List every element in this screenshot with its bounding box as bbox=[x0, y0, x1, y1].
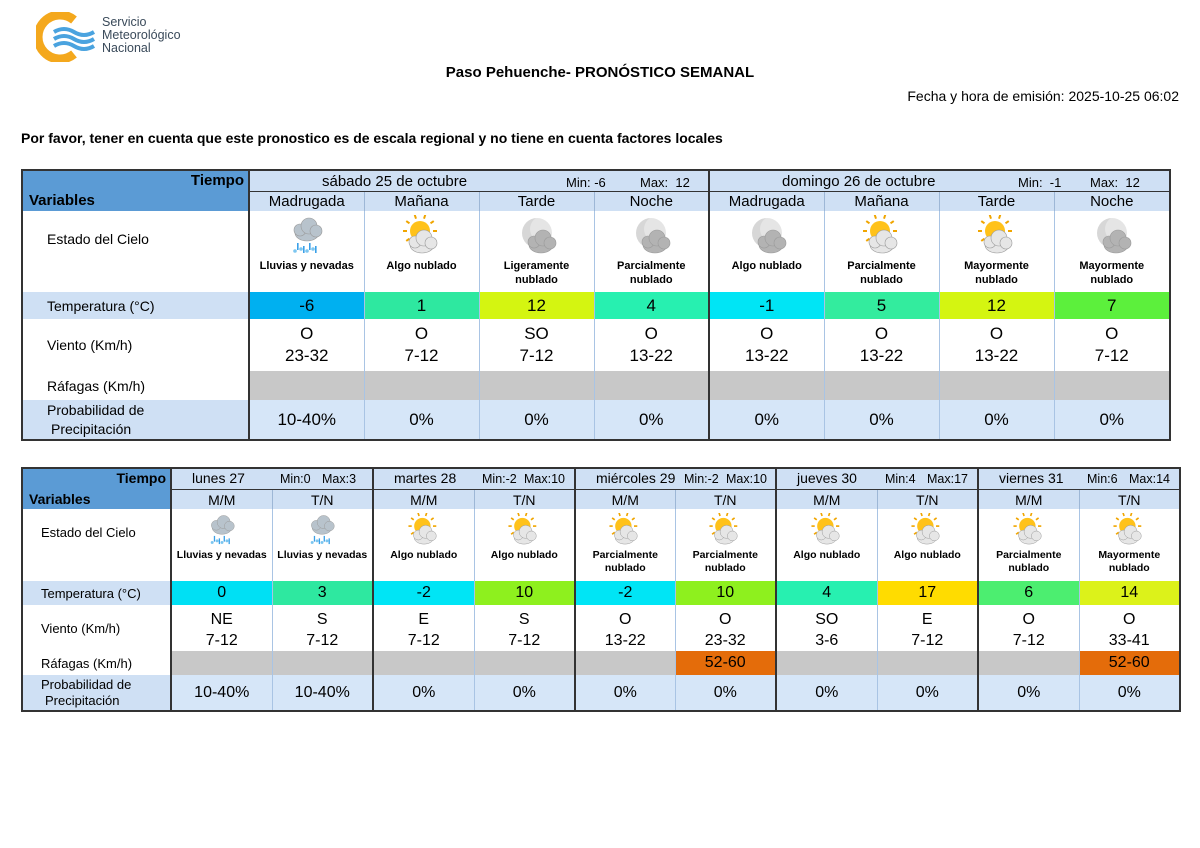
wind-direction: SO bbox=[815, 611, 839, 628]
wind-speed: 7-12 bbox=[407, 632, 440, 649]
sky-cell bbox=[272, 509, 373, 581]
precip-prob-cell: 0% bbox=[709, 400, 824, 440]
sun-cloud-icon bbox=[676, 513, 776, 549]
temperature-cell: 17 bbox=[877, 581, 978, 605]
rain-snow-icon bbox=[172, 513, 272, 549]
sky-cell bbox=[939, 211, 1054, 292]
sky-condition: Algo nublado bbox=[893, 549, 961, 561]
sun-cloud-icon bbox=[475, 513, 575, 549]
sun-cloud-icon bbox=[576, 513, 675, 549]
sky-condition: Algo nublado bbox=[731, 260, 802, 272]
moon-cloud-icon bbox=[1055, 215, 1170, 259]
temperature-cell: -2 bbox=[575, 581, 675, 605]
sky-cell bbox=[575, 509, 675, 581]
day-max: Max:10 bbox=[524, 472, 565, 486]
wind-speed: 7-12 bbox=[205, 632, 238, 649]
sky-condition: Lluvias y nevadas bbox=[259, 260, 354, 272]
wind-speed: 7-12 bbox=[911, 632, 944, 649]
tiempo-label: Tiempo bbox=[190, 172, 244, 189]
precip-prob-cell: 0% bbox=[824, 400, 939, 440]
wind-direction: E bbox=[418, 611, 430, 628]
moon-cloud-icon bbox=[480, 215, 594, 259]
sun-cloud-icon bbox=[365, 215, 479, 259]
period-header: Madrugada bbox=[249, 192, 364, 212]
day-header bbox=[575, 468, 776, 490]
sky-cell bbox=[474, 509, 575, 581]
period-header: Tarde bbox=[939, 192, 1054, 212]
sky-condition: Parcialmente nublado bbox=[617, 260, 686, 286]
day-min: Min:-2 bbox=[684, 472, 719, 486]
wind-cell bbox=[171, 605, 272, 651]
wind-speed: 23-32 bbox=[285, 346, 329, 365]
gust-cell: 52-60 bbox=[1079, 651, 1180, 675]
precip-prob-cell: 10-40% bbox=[272, 675, 373, 711]
wind-speed: 13-22 bbox=[629, 346, 673, 365]
day-name: martes 28 bbox=[394, 470, 457, 486]
table-corner bbox=[22, 170, 249, 211]
day-name: lunes 27 bbox=[192, 470, 245, 486]
wind-direction: O bbox=[719, 611, 732, 628]
table-corner bbox=[22, 468, 171, 509]
wind-cell bbox=[877, 605, 978, 651]
precip-prob-cell: 0% bbox=[939, 400, 1054, 440]
gust-cell bbox=[877, 651, 978, 675]
sun-cloud-icon bbox=[374, 513, 474, 549]
sky-condition: Mayormente nublado bbox=[1079, 260, 1145, 286]
precip-prob-cell: 0% bbox=[479, 400, 594, 440]
precip-prob-cell: 0% bbox=[877, 675, 978, 711]
wind-cell bbox=[364, 319, 479, 371]
wind-speed: 13-22 bbox=[974, 346, 1019, 365]
wind-speed: 13-22 bbox=[859, 346, 904, 365]
sky-condition: Mayormente nublado bbox=[964, 260, 1029, 286]
wind-direction: O bbox=[1105, 324, 1119, 343]
wind-direction: SO bbox=[524, 324, 549, 343]
wind-cell bbox=[1054, 319, 1170, 371]
wind-direction: O bbox=[619, 611, 632, 628]
precip-prob-cell: 10-40% bbox=[171, 675, 272, 711]
gust-cell bbox=[939, 371, 1054, 400]
wind-cell bbox=[272, 605, 373, 651]
sky-cell bbox=[877, 509, 978, 581]
variables-label: Variables bbox=[29, 192, 95, 209]
gust-cell bbox=[776, 651, 877, 675]
period-header: Mañana bbox=[824, 192, 939, 212]
sky-cell bbox=[1079, 509, 1180, 581]
wind-direction: O bbox=[644, 324, 658, 343]
sun-cloud-icon bbox=[777, 513, 877, 549]
sky-condition: Lluvias y nevadas bbox=[277, 549, 368, 561]
wind-cell bbox=[709, 319, 824, 371]
wind-cell bbox=[594, 319, 709, 371]
logo-text: Servicio Meteorológico Nacional bbox=[102, 15, 181, 55]
temperature-cell: 3 bbox=[272, 581, 373, 605]
gust-cell bbox=[249, 371, 364, 400]
period-header: Tarde bbox=[479, 192, 594, 212]
wind-speed: 7-12 bbox=[404, 346, 439, 365]
wind-direction: E bbox=[921, 611, 933, 628]
sky-cell bbox=[675, 509, 776, 581]
gust-cell bbox=[364, 371, 479, 400]
sky-condition: Parcialmente nublado bbox=[592, 549, 658, 574]
precip-prob-cell: 10-40% bbox=[249, 400, 364, 440]
period-header: Mañana bbox=[364, 192, 479, 212]
wind-speed: 13-22 bbox=[604, 632, 646, 649]
row-label-wind: Viento (Km/h) bbox=[47, 337, 133, 353]
wind-direction: S bbox=[316, 611, 328, 628]
wind-cell bbox=[939, 319, 1054, 371]
precip-prob-cell: 0% bbox=[474, 675, 575, 711]
wind-direction: O bbox=[1022, 611, 1035, 628]
wind-speed: 7-12 bbox=[306, 632, 339, 649]
wind-cell bbox=[575, 605, 675, 651]
row-label-gust: Ráfagas (Km/h) bbox=[41, 655, 133, 671]
wind-speed: 7-12 bbox=[519, 346, 554, 365]
temperature-cell: -1 bbox=[709, 292, 824, 319]
temperature-cell: 12 bbox=[479, 292, 594, 319]
row-label-prob: Probabilidad de Precipitación bbox=[22, 675, 171, 711]
gust-cell bbox=[978, 651, 1079, 675]
day-header bbox=[776, 468, 978, 490]
moon-cloud-icon bbox=[710, 215, 824, 259]
wind-direction: O bbox=[1123, 611, 1136, 628]
issue-datetime: Fecha y hora de emisión: 2025-10-25 06:02 bbox=[907, 88, 1179, 104]
day-name: domingo 26 de octubre bbox=[782, 173, 936, 190]
period-header: M/M bbox=[171, 490, 272, 510]
gust-cell bbox=[272, 651, 373, 675]
temperature-cell: 4 bbox=[594, 292, 709, 319]
precip-prob-cell: 0% bbox=[1054, 400, 1170, 440]
sky-cell bbox=[373, 509, 474, 581]
period-header: Noche bbox=[1054, 192, 1170, 212]
sky-cell bbox=[776, 509, 877, 581]
sky-condition: Algo nublado bbox=[793, 549, 861, 561]
day-max: Max:10 bbox=[726, 472, 767, 486]
day-max: Max:3 bbox=[322, 472, 357, 486]
wind-speed: 3-6 bbox=[815, 632, 839, 649]
period-header: Madrugada bbox=[709, 192, 824, 212]
day-max: Max:14 bbox=[1129, 472, 1170, 486]
wind-direction: S bbox=[518, 611, 530, 628]
day-max: Max:17 bbox=[927, 472, 968, 486]
row-label-wind: Viento (Km/h) bbox=[41, 620, 121, 636]
period-header: T/N bbox=[474, 490, 575, 510]
day-name: viernes 31 bbox=[999, 470, 1064, 486]
temperature-cell: 0 bbox=[171, 581, 272, 605]
sky-cell bbox=[249, 211, 364, 292]
precip-prob-cell: 0% bbox=[575, 675, 675, 711]
wind-cell bbox=[1079, 605, 1180, 651]
wind-cell bbox=[675, 605, 776, 651]
precip-prob-cell: 0% bbox=[978, 675, 1079, 711]
day-min: Min:-2 bbox=[482, 472, 517, 486]
sun-cloud-icon bbox=[979, 513, 1079, 549]
precip-prob-cell: 0% bbox=[1079, 675, 1180, 711]
gust-cell: 52-60 bbox=[675, 651, 776, 675]
precip-prob-cell: 0% bbox=[364, 400, 479, 440]
precip-prob-cell: 0% bbox=[776, 675, 877, 711]
period-header: M/M bbox=[978, 490, 1079, 510]
wind-direction: O bbox=[414, 324, 429, 343]
gust-cell bbox=[709, 371, 824, 400]
day-name: sábado 25 de octubre bbox=[322, 173, 468, 190]
day-header bbox=[373, 468, 575, 490]
page-title: Paso Pehuenche- PRONÓSTICO SEMANAL bbox=[445, 64, 755, 81]
sky-cell bbox=[594, 211, 709, 292]
period-header: T/N bbox=[1079, 490, 1180, 510]
temperature-cell: 10 bbox=[474, 581, 575, 605]
period-header: M/M bbox=[373, 490, 474, 510]
row-label-sky: Estado del Cielo bbox=[41, 525, 136, 540]
near-forecast-table bbox=[21, 169, 1171, 441]
rain-snow-icon bbox=[273, 513, 373, 549]
wind-speed: 7-12 bbox=[508, 632, 541, 649]
precip-prob-cell: 0% bbox=[675, 675, 776, 711]
sun-cloud-icon bbox=[825, 215, 939, 259]
day-min: Min:4 bbox=[885, 472, 916, 486]
regional-notice: Por favor, tener en cuenta que este pronostico es de escala regional y no tiene en cuenta factores locales bbox=[21, 130, 723, 146]
temperature-cell: 7 bbox=[1054, 292, 1170, 319]
sky-cell bbox=[479, 211, 594, 292]
sky-condition: Mayormente nublado bbox=[1098, 549, 1161, 574]
sky-condition: Parcialmente nublado bbox=[996, 549, 1062, 574]
sky-condition: Algo nublado bbox=[490, 549, 558, 561]
far-forecast-table bbox=[21, 467, 1181, 712]
wind-cell bbox=[479, 319, 594, 371]
sky-condition: Parcialmente nublado bbox=[847, 260, 916, 286]
sky-condition: Algo nublado bbox=[386, 260, 457, 272]
sky-cell bbox=[709, 211, 824, 292]
wind-cell bbox=[474, 605, 575, 651]
row-label-temp: Temperatura (°C) bbox=[22, 292, 249, 319]
wind-cell bbox=[776, 605, 877, 651]
row-label-temp: Temperatura (°C) bbox=[22, 581, 171, 605]
day-max: Max: 12 bbox=[1090, 175, 1140, 190]
wind-cell bbox=[824, 319, 939, 371]
temperature-cell: 1 bbox=[364, 292, 479, 319]
sky-cell bbox=[364, 211, 479, 292]
wind-direction: O bbox=[874, 324, 889, 343]
day-header bbox=[978, 468, 1180, 490]
gust-cell bbox=[474, 651, 575, 675]
wind-cell bbox=[978, 605, 1079, 651]
wind-speed: 33-41 bbox=[1108, 632, 1150, 649]
day-header bbox=[171, 468, 373, 490]
wind-speed: 13-22 bbox=[745, 346, 789, 365]
gust-cell bbox=[373, 651, 474, 675]
day-min: Min:6 bbox=[1087, 472, 1118, 486]
temperature-cell: 5 bbox=[824, 292, 939, 319]
day-min: Min: -1 bbox=[1018, 175, 1062, 190]
period-header: T/N bbox=[675, 490, 776, 510]
sky-cell bbox=[171, 509, 272, 581]
wind-cell bbox=[249, 319, 364, 371]
day-name: miércoles 29 bbox=[596, 470, 676, 486]
temperature-cell: 6 bbox=[978, 581, 1079, 605]
wind-speed: 7-12 bbox=[1012, 632, 1045, 649]
tiempo-label: Tiempo bbox=[116, 470, 166, 486]
sky-condition: Lluvias y nevadas bbox=[176, 549, 267, 561]
sky-condition: Ligeramente nublado bbox=[503, 260, 570, 286]
gust-cell bbox=[824, 371, 939, 400]
row-label-prob: Probabilidad de Precipitación bbox=[22, 400, 249, 440]
gust-cell bbox=[479, 371, 594, 400]
temperature-cell: -2 bbox=[373, 581, 474, 605]
wind-direction: NE bbox=[210, 611, 233, 628]
gust-cell bbox=[575, 651, 675, 675]
gust-cell bbox=[171, 651, 272, 675]
sun-cloud-icon bbox=[940, 215, 1054, 259]
sun-cloud-icon bbox=[878, 513, 978, 549]
row-label-gust: Ráfagas (Km/h) bbox=[47, 377, 146, 394]
period-header: M/M bbox=[776, 490, 877, 510]
wind-cell bbox=[373, 605, 474, 651]
day-min: Min:0 bbox=[280, 472, 311, 486]
sky-cell bbox=[1054, 211, 1170, 292]
precip-prob-cell: 0% bbox=[594, 400, 709, 440]
sky-condition: Parcialmente nublado bbox=[692, 549, 758, 574]
sky-cell bbox=[978, 509, 1079, 581]
moon-cloud-icon bbox=[595, 215, 709, 259]
wind-direction: O bbox=[300, 324, 314, 343]
smn-logo-icon bbox=[36, 12, 96, 62]
variables-label: Variables bbox=[29, 491, 91, 507]
period-header: T/N bbox=[272, 490, 373, 510]
precip-prob-cell: 0% bbox=[373, 675, 474, 711]
smn-logo bbox=[36, 12, 236, 62]
day-header bbox=[709, 170, 1170, 192]
wind-direction: O bbox=[989, 324, 1004, 343]
day-header bbox=[249, 170, 709, 192]
sun-cloud-icon bbox=[1080, 513, 1180, 549]
gust-cell bbox=[1054, 371, 1170, 400]
rain-snow-icon bbox=[250, 215, 364, 259]
wind-speed: 23-32 bbox=[704, 632, 746, 649]
temperature-cell: 4 bbox=[776, 581, 877, 605]
day-name: jueves 30 bbox=[797, 470, 857, 486]
temperature-cell: 10 bbox=[675, 581, 776, 605]
period-header: T/N bbox=[877, 490, 978, 510]
temperature-cell: -6 bbox=[249, 292, 364, 319]
day-min: Min: -6 bbox=[566, 175, 606, 190]
row-label-sky: Estado del Cielo bbox=[47, 231, 149, 247]
period-header: Noche bbox=[594, 192, 709, 212]
day-max: Max: 12 bbox=[640, 175, 690, 190]
wind-speed: 7-12 bbox=[1094, 346, 1129, 365]
sky-condition: Algo nublado bbox=[390, 549, 458, 561]
period-header: M/M bbox=[575, 490, 675, 510]
sky-cell bbox=[824, 211, 939, 292]
temperature-cell: 14 bbox=[1079, 581, 1180, 605]
gust-cell bbox=[594, 371, 709, 400]
wind-direction: O bbox=[760, 324, 774, 343]
temperature-cell: 12 bbox=[939, 292, 1054, 319]
